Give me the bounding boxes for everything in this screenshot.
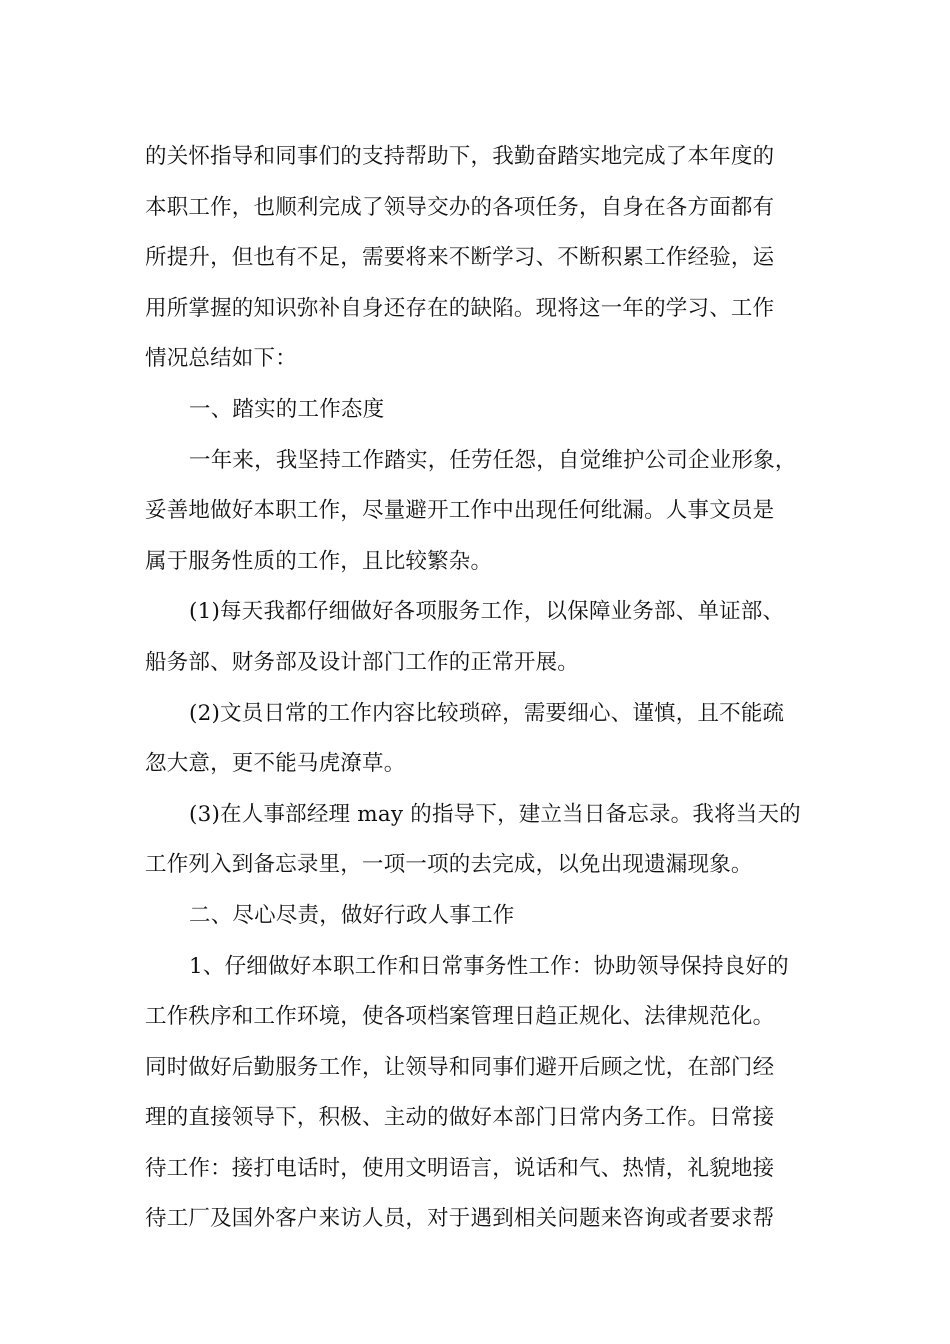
text-line: 同时做好后勤服务工作，让领导和同事们避开后顾之忧，在部门经 — [145, 1054, 775, 1080]
section-heading: 二、尽心尽责，做好行政人事工作 — [189, 902, 515, 928]
text-line: 待工作：接打电话时，使用文明语言，说话和气、热情，礼貌地接 — [145, 1155, 775, 1181]
text-line: 理的直接领导下，积极、主动的做好本部门日常内务工作。日常接 — [145, 1105, 775, 1131]
text-line: 妥善地做好本职工作，尽量避开工作中出现任何纰漏。人事文员是 — [145, 498, 775, 524]
text-line: 情况总结如下： — [145, 346, 297, 372]
list-item-start: (3)在人事部经理 may 的指导下，建立当日备忘录。我将当天的 — [189, 801, 801, 827]
text-line: 属于服务性质的工作，且比较繁杂。 — [145, 548, 493, 574]
text-line: 忽大意，更不能马虎潦草。 — [145, 751, 406, 777]
section-heading: 一、踏实的工作态度 — [189, 396, 385, 422]
text-line: 工作列入到备忘录里，一项一项的去完成，以免出现遗漏现象。 — [145, 852, 753, 878]
text-line: 所提升，但也有不足，需要将来不断学习、不断积累工作经验，运 — [145, 245, 775, 271]
text-line: 的关怀指导和同事们的支持帮助下，我勤奋踏实地完成了本年度的 — [145, 144, 775, 169]
paragraph-start: 一年来，我坚持工作踏实，任劳任怨，自觉维护公司企业形象， — [189, 447, 797, 473]
paragraph-start: 1、仔细做好本职工作和日常事务性工作：协助领导保持良好的 — [189, 953, 789, 979]
text-line: 待工厂及国外客户来访人员，对于遇到相关问题来咨询或者要求帮 — [145, 1206, 775, 1232]
list-item-start: (2)文员日常的工作内容比较琐碎，需要细心、谨慎，且不能疏 — [189, 700, 785, 726]
document-body — [145, 132, 815, 1245]
text-line: 工作秩序和工作环境，使各项档案管理日趋正规化、法律规范化。 — [145, 1004, 775, 1030]
text-line: 船务部、财务部及设计部门工作的正常开展。 — [145, 649, 580, 675]
text-line: 用所掌握的知识弥补自身还存在的缺陷。现将这一年的学习、工作 — [145, 295, 775, 321]
text-line: 本职工作，也顺利完成了领导交办的各项任务，自身在各方面都有 — [145, 194, 775, 220]
list-item-start: (1)每天我都仔细做好各项服务工作，以保障业务部、单证部、 — [189, 599, 785, 625]
